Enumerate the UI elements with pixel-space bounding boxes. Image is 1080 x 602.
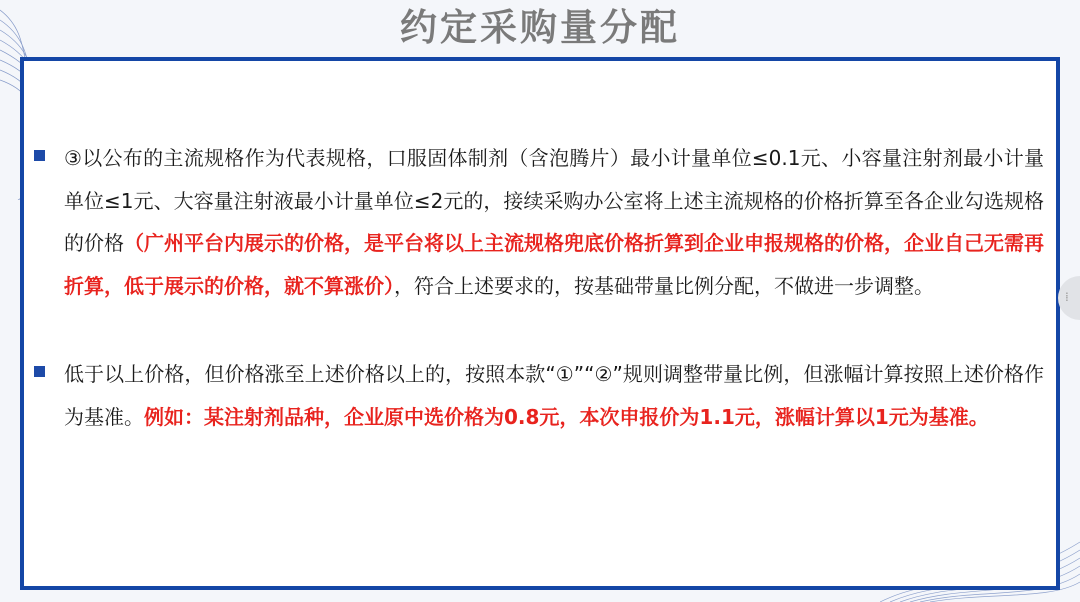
grip-dots-icon: ⁞ [1065,290,1069,304]
bullet-text-2 [64,353,1044,438]
bullet-square-icon [34,366,45,377]
bullet-text-1 [64,137,1044,307]
side-panel-tab[interactable] [1058,276,1080,320]
bullet-1-text-a: ③以公布的主流规格作为代表规格，口服固体制剂（含泡腾片）最小计量单位≤0.1元、小容量注射剂最小计量单位≤1元、大容量注射液最小计量单位≤2元的，接续采购办公室将上述主流规格的价格折算至各企业勾选规格的价格 [64,146,1044,255]
content-frame [20,57,1060,590]
bullet-1-highlight: （广州平台内展示的价格，是平台将以上主流规格兜底价格折算到企业申报规格的价格，企业自己无需再折算，低于展示的价格，就不算涨价） [64,231,1044,298]
bullet-2-text-a: 低于以上价格，但价格涨至上述价格以上的，按照本款“①”“②”规则调整带量比例，但涨幅计算按照上述价格作为基准。 [64,362,1044,429]
bullet-item-2 [34,353,1044,438]
bullet-item-1 [34,137,1044,307]
bullet-square-icon [34,150,45,161]
bullet-1-text-b: ，符合上述要求的，按基础带量比例分配，不做进一步调整。 [394,273,934,298]
slide-title: 约定采购量分配 [400,6,680,49]
bullet-2-highlight: 例如：某注射剂品种，企业原中选价格为0.8元，本次申报价为1.1元，涨幅计算以1元为基准。 [144,404,989,429]
